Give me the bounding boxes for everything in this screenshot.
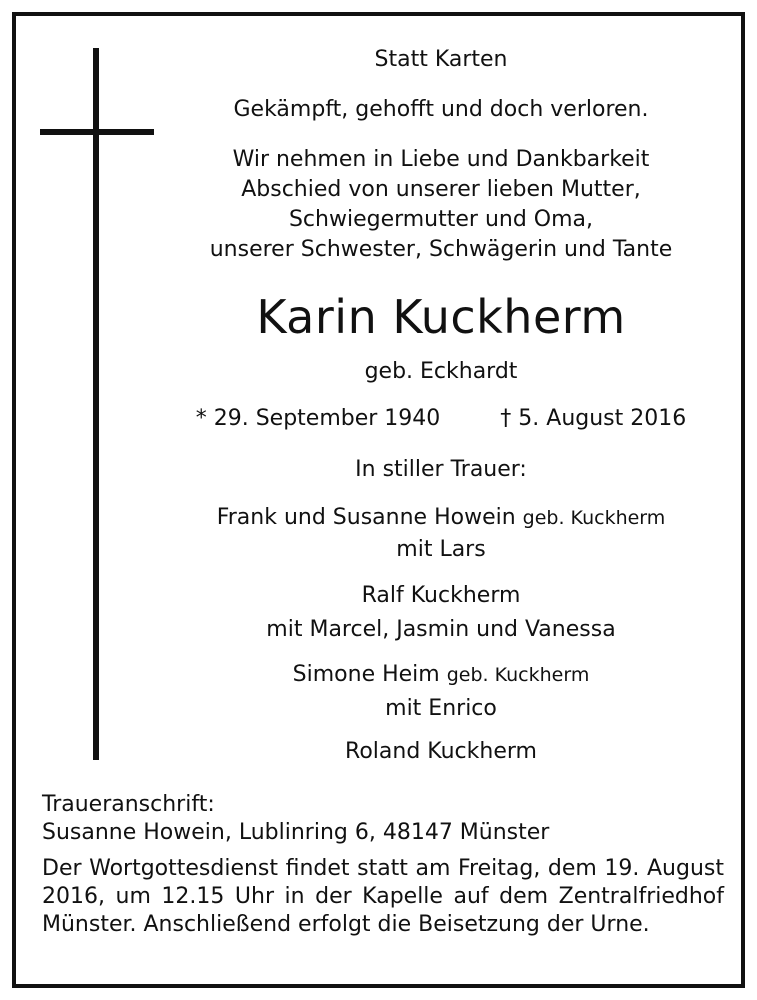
mourning-label: In stiller Trauer: xyxy=(355,457,527,482)
death-date: † 5. August 2016 xyxy=(500,406,687,431)
maiden-name: geb. Eckhardt xyxy=(364,359,518,384)
intro-line-4: unserer Schwester, Schwägerin und Tante xyxy=(209,237,673,262)
mourner-1 xyxy=(146,504,736,532)
service-text: Der Wortgottesdienst findet statt am Freitag, dem 19. August 2016, um 12.15 Uhr in der Kapelle auf dem Zentralfriedhof Münster. Anschließend erfolgt die Beisetzung der Urne. xyxy=(42,856,724,937)
motto: Gekämpft, gehofft und doch verloren. xyxy=(233,97,649,122)
birth-date: * 29. September 1940 xyxy=(195,406,441,431)
obituary-notice xyxy=(12,12,745,988)
header-text: Statt Karten xyxy=(374,47,508,72)
life-dates xyxy=(146,405,736,433)
intro-line-2: Abschied von unserer lieben Mutter, xyxy=(241,177,641,202)
mourner-4-name: Roland Kuckherm xyxy=(345,739,537,764)
intro-line-3: Schwiegermutter und Oma, xyxy=(288,207,594,232)
mourner-1-name: Frank und Susanne Howein xyxy=(216,505,516,530)
mourner-1-with: mit Lars xyxy=(396,537,486,562)
mourner-3-geb: geb. Kuckherm xyxy=(446,664,590,686)
address: Susanne Howein, Lublinring 6, 48147 Münster xyxy=(42,820,550,845)
deceased-name: Karin Kuckherm xyxy=(256,290,626,344)
mourner-3-name: Simone Heim xyxy=(292,662,440,687)
mourner-2-name: Ralf Kuckherm xyxy=(361,583,521,608)
mourner-1-geb: geb. Kuckherm xyxy=(522,507,666,529)
intro-line-1: Wir nehmen in Liebe und Dankbarkeit xyxy=(232,147,650,172)
mourner-3-with: mit Enrico xyxy=(385,696,497,721)
mourner-2-with: mit Marcel, Jasmin und Vanessa xyxy=(266,617,616,642)
address-label: Traueranschrift: xyxy=(42,792,215,817)
cross-icon-horizontal xyxy=(40,129,154,135)
cross-icon-vertical xyxy=(93,48,99,760)
mourner-3 xyxy=(146,661,736,689)
